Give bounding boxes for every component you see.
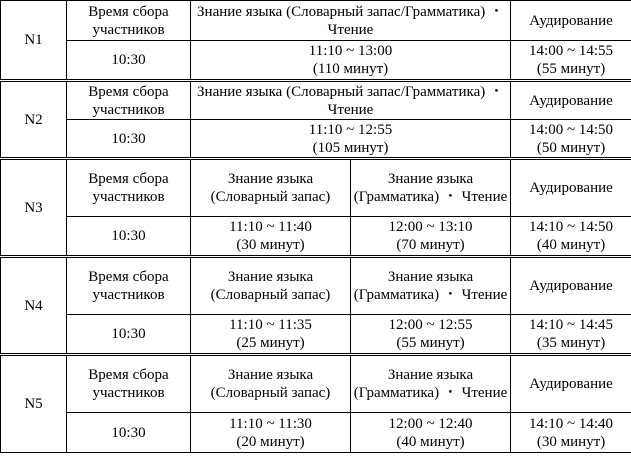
grammar-time-n5: 12:00 ~ 12:40 [388, 415, 473, 432]
listening-time-cell-n4 [511, 315, 631, 355]
header-row-n1 [1, 1, 631, 41]
grammar-time-n4: 12:00 ~ 12:55 [388, 317, 473, 333]
listening-header-n4: Аудирование [511, 257, 631, 315]
gather-header-n4: Время сбора участников [67, 257, 191, 315]
listening-time-n1: 14:00 ~ 14:55 [529, 43, 613, 59]
vocab-duration-n4: (25 минут) [236, 335, 305, 351]
grammar-header-n4: Знание языка (Грамматика) ・ Чтение [351, 257, 511, 315]
gather-time-n2: 10:30 [67, 120, 191, 159]
grammar-duration-n3: (70 минут) [396, 237, 465, 253]
gather-header-n3: Время сбора участников [67, 159, 191, 217]
vocab-time-n4: 11:10 ~ 11:35 [229, 317, 312, 333]
level-label-n3: N3 [1, 159, 67, 257]
vocab-header-n5: Знание языка (Словарный запас) [191, 355, 351, 413]
knowledge-time-n1: 11:10 ~ 13:00 [308, 43, 393, 59]
grammar-time-cell-n5 [351, 413, 511, 453]
vocab-duration-n5: (20 минут) [236, 433, 305, 450]
gather-time-n5: 10:30 [67, 413, 191, 453]
grammar-duration-n5: (40 минут) [396, 433, 465, 450]
listening-duration-n4: (35 минут) [536, 335, 606, 351]
knowledge-duration-n1: (110 минут) [312, 61, 389, 77]
listening-time-n3: 14:10 ~ 14:50 [529, 219, 613, 235]
knowledge-header-n2: Знание языка (Словарный запас/Грамматика) ・ Чтение [191, 81, 511, 120]
knowledge-time-cell-n1 [191, 41, 511, 81]
listening-header-n3: Аудирование [511, 159, 631, 217]
listening-duration-n3: (40 минут) [536, 237, 606, 253]
listening-time-n2: 14:00 ~ 14:50 [529, 121, 613, 138]
listening-header-n1: Аудирование [511, 1, 631, 41]
listening-header-n5: Аудирование [511, 355, 631, 413]
listening-header-n2: Аудирование [511, 81, 631, 120]
listening-time-cell-n5 [511, 413, 631, 453]
knowledge-duration-n2: (105 минут) [312, 139, 389, 156]
gather-time-n1: 10:30 [67, 41, 191, 81]
listening-time-cell-n2 [511, 120, 631, 159]
gather-time-n3: 10:30 [67, 217, 191, 257]
gather-header-n2: Время сбора участников [67, 81, 191, 120]
gather-time-n4: 10:30 [67, 315, 191, 355]
time-row-n3 [1, 217, 631, 257]
listening-duration-n5: (30 минут) [536, 433, 606, 450]
vocab-header-n3: Знание языка (Словарный запас) [191, 159, 351, 217]
vocab-time-cell-n3 [191, 217, 351, 257]
grammar-time-cell-n3 [351, 217, 511, 257]
header-row-n2 [1, 81, 631, 120]
grammar-header-n5: Знание языка (Грамматика) ・ Чтение [351, 355, 511, 413]
vocab-time-cell-n4 [191, 315, 351, 355]
vocab-header-n4: Знание языка (Словарный запас) [191, 257, 351, 315]
listening-time-cell-n3 [511, 217, 631, 257]
vocab-time-n5: 11:10 ~ 11:30 [229, 415, 312, 432]
level-label-n5: N5 [1, 355, 67, 453]
listening-time-cell-n1 [511, 41, 631, 81]
grammar-time-n3: 12:00 ~ 13:10 [388, 219, 473, 235]
listening-time-n4: 14:10 ~ 14:45 [529, 317, 613, 333]
gather-header-n1: Время сбора участников [67, 1, 191, 41]
knowledge-time-cell-n2 [191, 120, 511, 159]
time-row-n2 [1, 120, 631, 159]
time-row-n1 [1, 41, 631, 81]
time-row-n4 [1, 315, 631, 355]
vocab-duration-n3: (30 минут) [236, 237, 305, 253]
level-label-n1: N1 [1, 1, 67, 81]
grammar-time-cell-n4 [351, 315, 511, 355]
knowledge-header-n1: Знание языка (Словарный запас/Грамматика) ・ Чтение [191, 1, 511, 41]
level-label-n2: N2 [1, 81, 67, 159]
listening-duration-n2: (50 минут) [536, 139, 606, 156]
knowledge-time-n2: 11:10 ~ 12:55 [308, 121, 393, 138]
vocab-time-n3: 11:10 ~ 11:40 [229, 219, 312, 235]
header-row-n4 [1, 257, 631, 315]
header-row-n5 [1, 355, 631, 413]
gather-header-n5: Время сбора участников [67, 355, 191, 413]
listening-time-n5: 14:10 ~ 14:40 [529, 415, 613, 432]
grammar-header-n3: Знание языка (Грамматика) ・ Чтение [351, 159, 511, 217]
time-row-n5 [1, 413, 631, 453]
level-label-n4: N4 [1, 257, 67, 355]
vocab-time-cell-n5 [191, 413, 351, 453]
listening-duration-n1: (55 минут) [536, 61, 606, 77]
grammar-duration-n4: (55 минут) [396, 335, 465, 351]
header-row-n3 [1, 159, 631, 217]
